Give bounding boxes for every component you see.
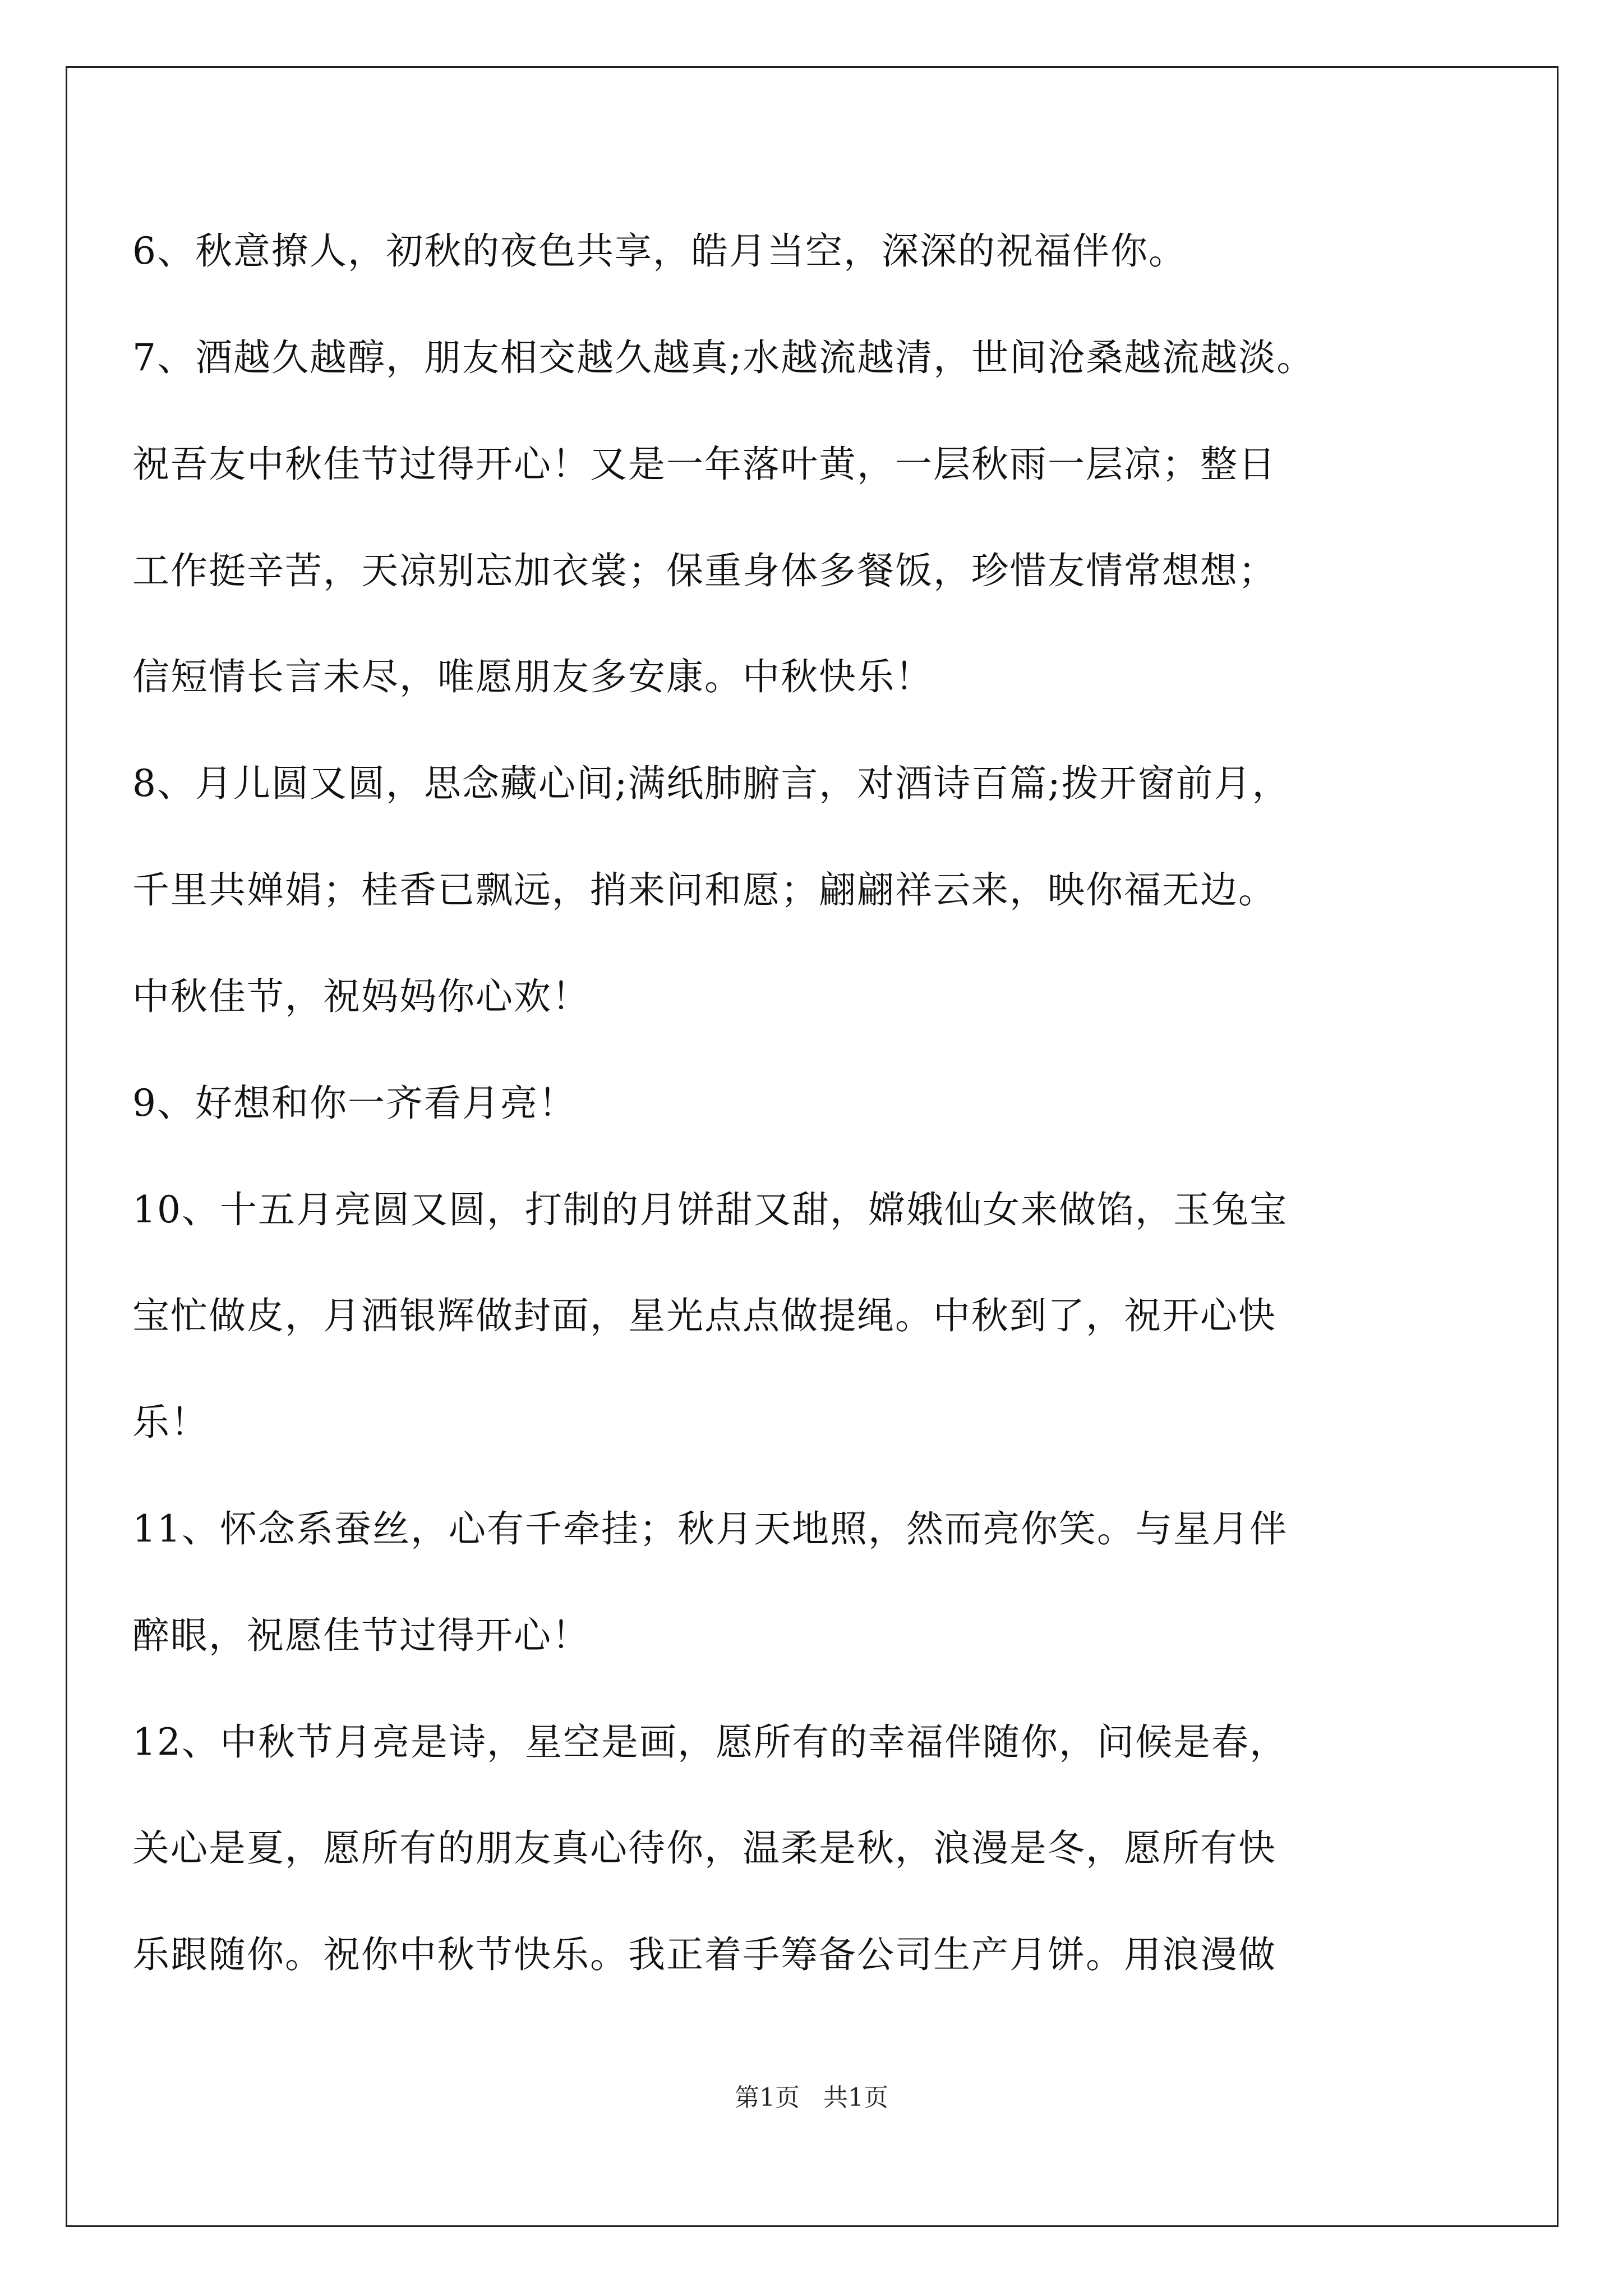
- text-line: 醉眼，祝愿佳节过得开心！: [132, 1614, 590, 1657]
- text-line: 12、中秋节月亮是诗，星空是画，愿所有的幸福伴随你，问候是春，: [132, 1720, 1288, 1764]
- text-line: 乐！: [132, 1401, 209, 1444]
- text-line: 千里共婵娟；桂香已飘远，捎来问和愿；翩翩祥云来，映你福无边。: [132, 868, 1276, 912]
- text-line: 信短情长言未尽，唯愿朋友多安康。中秋快乐！: [132, 655, 933, 698]
- text-line: 乐跟随你。祝你中秋节快乐。我正着手筹备公司生产月饼。用浪漫做: [132, 1933, 1276, 1976]
- text-line: 10、十五月亮圆又圆，打制的月饼甜又甜，嫦娥仙女来做馅，玉兔宝: [132, 1188, 1288, 1231]
- text-line: 7、酒越久越醇，朋友相交越久越真;水越流越清，世间沧桑越流越淡。: [132, 336, 1315, 379]
- page-number-footer: 第1页 共1页: [735, 2083, 888, 2112]
- text-line: 中秋佳节，祝妈妈你心欢！: [132, 975, 590, 1018]
- text-line: 关心是夏，愿所有的朋友真心待你，温柔是秋，浪漫是冬，愿所有快: [132, 1826, 1276, 1870]
- text-line: 工作挺辛苦，天凉别忘加衣裳；保重身体多餐饭，珍惜友情常想想；: [132, 549, 1276, 592]
- text-line: 6、秋意撩人，初秋的夜色共享，皓月当空，深深的祝福伴你。: [132, 229, 1187, 273]
- text-line: 9、好想和你一齐看月亮！: [132, 1082, 577, 1125]
- page-border: [66, 66, 1559, 2227]
- text-line: 祝吾友中秋佳节过得开心！又是一年落叶黄，一层秋雨一层凉；整日: [132, 443, 1276, 486]
- text-line: 8、月儿圆又圆，思念藏心间;满纸肺腑言，对酒诗百篇;拨开窗前月，: [132, 762, 1290, 805]
- text-line: 宝忙做皮，月洒银辉做封面，星光点点做提绳。中秋到了，祝开心快: [132, 1294, 1276, 1337]
- text-line: 11、怀念系蚕丝，心有千牵挂；秋月天地照，然而亮你笑。与星月伴: [132, 1507, 1288, 1550]
